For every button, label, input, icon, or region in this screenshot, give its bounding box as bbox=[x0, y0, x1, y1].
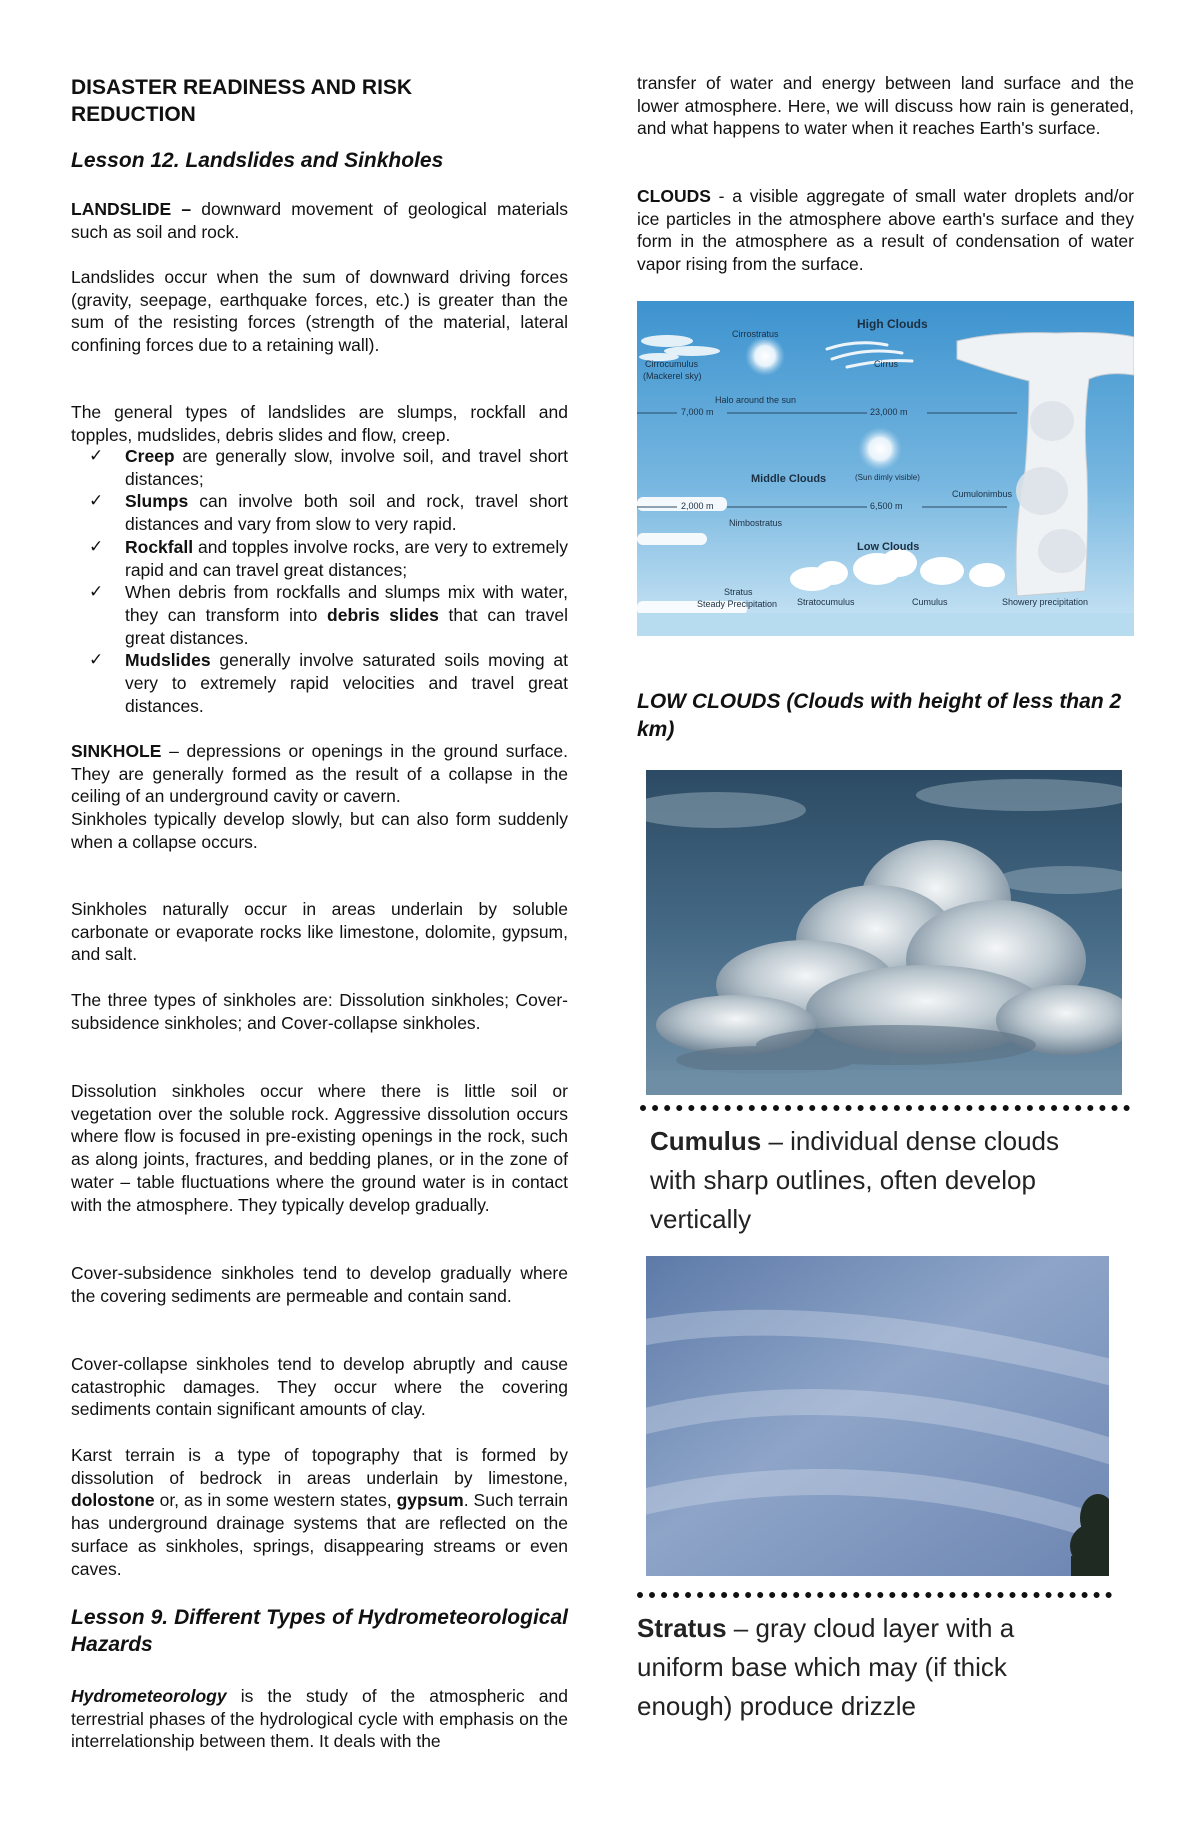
stratus-term: Stratus bbox=[637, 1613, 727, 1643]
landslide-definition: LANDSLIDE – downward movement of geological materials such as soil and rock. bbox=[71, 199, 569, 242]
label-halo: Halo around the sun bbox=[715, 395, 797, 405]
lesson-9-title: Lesson 9. Different Types of Hydrometeorological Hazards bbox=[71, 1606, 568, 1656]
label-cirrocumulus: Cirrocumulus bbox=[645, 359, 699, 369]
label-high-clouds: High Clouds bbox=[857, 317, 928, 331]
cloud-diagram-svg bbox=[637, 301, 1134, 636]
landslide-causes: Landslides occur when the sum of downward driving forces (gravity, seepage, earthquake forces, etc.) is greater than the sum of the resisting forces (strength of the material, lateral confining forces due to a retaining wall). bbox=[71, 267, 568, 356]
karst-terrain: Karst terrain is a type of topography that is formed by dissolution of bedrock in areas underlain by limestone, dolostone or, as in some western states, gypsum. Such terrain has underground drainage systems that are reflected on the surface as sinkholes, springs, disappearing streams or even caves. bbox=[71, 1445, 568, 1579]
label-steady-precipitation: Steady Precipitation bbox=[697, 599, 778, 609]
landslide-types-list bbox=[71, 445, 568, 717]
cloud-types-diagram bbox=[637, 301, 1134, 636]
label-stratocumulus: Stratocumulus bbox=[797, 597, 855, 607]
label-low-clouds: Low Clouds bbox=[857, 541, 920, 553]
label-nimbostratus: Nimbostratus bbox=[729, 518, 783, 528]
checkmark-icon: ✓ bbox=[89, 650, 104, 670]
landslide-types-intro: The general types of landslides are slumps, rockfall and topples, mudslides, debris slides and flow, creep. bbox=[71, 402, 568, 445]
label-23000m: 23,000 m bbox=[870, 407, 908, 417]
cover-collapse-sinkholes: Cover-collapse sinkholes tend to develop abruptly and cause catastrophic damages. They occur where the covering sediments contain significant amounts of clay. bbox=[71, 1354, 568, 1420]
clouds-definition: CLOUDS - a visible aggregate of small water droplets and/or ice particles in the atmosphere above earth's surface and they form in the atmosphere as a result of condensation of water vapor rising from the surface. bbox=[637, 186, 1134, 275]
label-cirrus: Cirrus bbox=[874, 359, 898, 369]
cumulus-photo bbox=[646, 770, 1122, 1095]
stratus-caption: Stratus – gray cloud layer with a uniform base which may (if thick enough) produce drizzle bbox=[637, 1613, 1015, 1721]
list-item: ✓ When debris from rockfalls and slumps mix with water, they can transform into debris slides that can travel great distances. bbox=[89, 582, 568, 648]
label-cumulonimbus: Cumulonimbus bbox=[952, 489, 1013, 499]
sinkhole-types: The three types of sinkholes are: Dissolution sinkholes; Cover-subsidence sinkholes; and Cover-collapse sinkholes. bbox=[71, 990, 568, 1033]
divider-dotted bbox=[640, 1105, 1130, 1111]
label-cumulus: Cumulus bbox=[912, 597, 948, 607]
sinkhole-definition: SINKHOLE – depressions or openings in the ground surface. They are generally formed as the result of a collapse in the ceiling of an underground cavity or cavern. Sinkholes typically develop slowly, but can also form suddenly when a collapse occurs. bbox=[71, 741, 568, 852]
label-cirrostratus: Cirrostratus bbox=[732, 329, 779, 339]
label-sun-dimly-visible: (Sun dimly visible) bbox=[855, 473, 920, 482]
list-item: ✓ Slumps can involve both soil and rock, travel short distances and vary from slow to very rapid. bbox=[89, 491, 568, 535]
label-showery-precipitation: Showery precipitation bbox=[1002, 597, 1089, 607]
dissolution-sinkholes: Dissolution sinkholes occur where there is little soil or vegetation over the soluble rock. Aggressive dissolution occurs where flow is focused in pre-existing openings in the rock, such as along joints, fractures, and bedding planes, or in the zone of water – table fluctuations where the ground water is in contact with the atmosphere. They typically develop gradually. bbox=[71, 1081, 568, 1215]
cumulus-caption: Cumulus – individual dense clouds with sharp outlines, often develop vertically bbox=[650, 1126, 1059, 1234]
checkmark-icon: ✓ bbox=[89, 446, 104, 465]
hydrometeorology-definition: Hydrometeorology is the study of the atmospheric and terrestrial phases of the hydrological cycle with emphasis on the interrelationship between them. It deals with the bbox=[71, 1686, 568, 1752]
checkmark-icon: ✓ bbox=[89, 491, 104, 511]
label-mackerel-sky: (Mackerel sky) bbox=[643, 371, 702, 381]
sinkhole-occurrence: Sinkholes naturally occur in areas underlain by soluble carbonate or evaporate rocks like limestone, dolomite, gypsum, and salt. bbox=[71, 899, 568, 965]
clouds-term: CLOUDS bbox=[637, 186, 711, 206]
label-stratus: Stratus bbox=[724, 587, 753, 597]
list-item: ✓ Rockfall and topples involve rocks, are very to extremely rapid and can travel great distances; bbox=[89, 536, 568, 580]
checkmark-icon: ✓ bbox=[89, 536, 104, 556]
label-middle-clouds: Middle Clouds bbox=[751, 473, 827, 485]
landslide-term: LANDSLIDE – bbox=[71, 199, 192, 219]
lesson-12-title: Lesson 12. Landslides and Sinkholes bbox=[71, 149, 444, 172]
label-6500m: 6,500 m bbox=[870, 501, 903, 511]
list-item: ✓ Creep are generally slow, involve soil, and travel short distances; bbox=[89, 446, 568, 489]
list-item: ✓ Mudslides generally involve saturated soils moving at very to extremely rapid velocities and travel great distances. bbox=[89, 650, 568, 716]
divider-dotted bbox=[637, 1592, 1112, 1598]
low-clouds-heading: LOW CLOUDS (Clouds with height of less than 2 km) bbox=[637, 690, 1122, 741]
hydrometeorology-term: Hydrometeorology bbox=[71, 1686, 227, 1706]
hydrometeorology-continued: transfer of water and energy between land surface and the lower atmosphere. Here, we will discuss how rain is generated, and what happens to water when it reaches Earth's surface. bbox=[637, 73, 1134, 139]
sinkhole-term: SINKHOLE bbox=[71, 741, 162, 761]
document-title: DISASTER READINESS AND RISK REDUCTION bbox=[71, 76, 413, 126]
cover-subsidence-sinkholes: Cover-subsidence sinkholes tend to develop gradually where the covering sediments are permeable and contain sand. bbox=[71, 1263, 568, 1306]
label-2000m: 2,000 m bbox=[681, 501, 714, 511]
checkmark-icon: ✓ bbox=[89, 582, 104, 602]
label-7000m: 7,000 m bbox=[681, 407, 714, 417]
cumulus-term: Cumulus bbox=[650, 1126, 762, 1156]
stratus-photo bbox=[646, 1256, 1109, 1576]
